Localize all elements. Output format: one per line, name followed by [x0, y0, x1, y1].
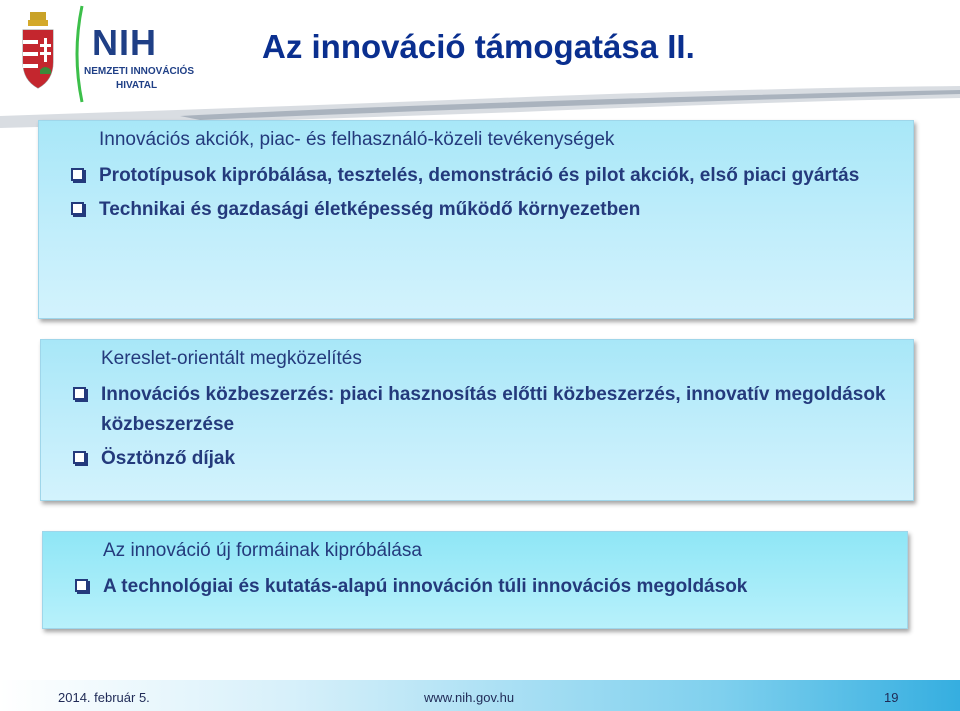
logo-line-2: HIVATAL: [116, 80, 158, 91]
checkbox-bullet-icon: [75, 579, 88, 592]
checkbox-bullet-icon: [73, 387, 86, 400]
list-item: [99, 195, 899, 225]
panel-innovation-actions: [38, 120, 914, 319]
logo-wordmark: NIH: [92, 22, 157, 63]
list-item-text: Technikai és gazdasági életképesség működő környezetben: [99, 199, 641, 220]
slide-title: Az innováció támogatása II.: [262, 28, 695, 65]
checkbox-bullet-icon: [71, 168, 84, 181]
list-item-text: Innovációs közbeszerzés: piaci hasznosítás előtti közbeszerzés, innovatív megoldások közbeszerzése: [101, 384, 886, 435]
list-item: [103, 572, 893, 602]
page-number: 19: [884, 690, 899, 705]
footer-date: 2014. február 5.: [58, 690, 150, 705]
panel-title: Innovációs akciók, piac- és felhasználó-közeli tevékenységek: [99, 129, 615, 150]
list-item-text: A technológiai és kutatás-alapú innováción túli innovációs megoldások: [103, 576, 748, 597]
checkbox-bullet-icon: [71, 202, 84, 215]
panel-new-forms: [42, 531, 908, 629]
panel-title: Kereslet-orientált megközelítés: [101, 348, 362, 369]
list-item: [101, 380, 899, 440]
footer-url: www.nih.gov.hu: [424, 690, 515, 705]
checkbox-bullet-icon: [73, 451, 86, 464]
panel-title: Az innováció új formáinak kipróbálása: [103, 540, 422, 561]
list-item: [101, 444, 899, 474]
list-item-text: Ösztönző díjak: [101, 448, 236, 469]
logo-line-1: NEMZETI INNOVÁCIÓS: [84, 66, 195, 77]
list-item-text: Prototípusok kipróbálása, tesztelés, demonstráció és pilot akciók, első piaci gyártás: [99, 165, 860, 186]
panel-demand-oriented: [40, 339, 914, 501]
list-item: [99, 161, 899, 191]
